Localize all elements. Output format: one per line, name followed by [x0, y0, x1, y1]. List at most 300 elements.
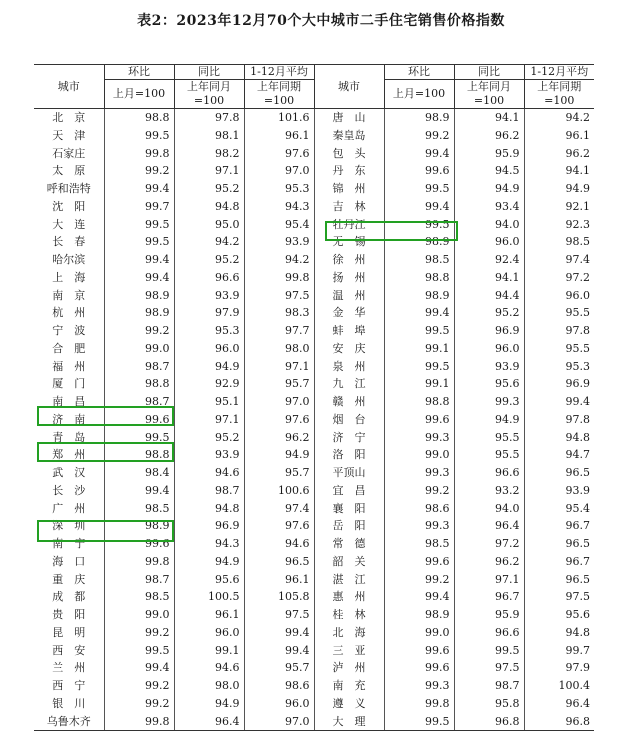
left-city-cell: 石家庄: [34, 145, 104, 163]
right-yoy-cell: 94.9: [454, 411, 524, 429]
right-avg-cell: 96.5: [565, 572, 590, 586]
table-row: [34, 411, 594, 429]
left-mom-cell: 99.6: [104, 535, 174, 553]
left-avg-cell: 95.7: [244, 464, 314, 482]
left-mom-cell: 99.6: [104, 411, 174, 429]
table-row: [34, 287, 594, 305]
left-avg-cell: 99.4: [244, 624, 314, 642]
left-city-cell: 兰 州: [34, 659, 104, 677]
right-avg-cell: 96.5: [565, 466, 590, 479]
right-avg-cell: 96.5: [565, 537, 590, 550]
right-city-cell: 安 庆: [314, 340, 384, 358]
left-mom-cell: 98.4: [104, 464, 174, 482]
right-mom-cell: 98.9: [384, 233, 454, 251]
left-mom-cell: 99.2: [104, 695, 174, 713]
right-mom-cell: 99.8: [384, 695, 454, 713]
right-yoy-cell: 95.5: [454, 429, 524, 447]
right-avg-cell: 92.3: [565, 217, 590, 231]
right-mom-cell: 99.3: [384, 677, 454, 695]
table-row: [34, 322, 594, 340]
right-city-cell: 赣 州: [314, 393, 384, 411]
table-row: [34, 375, 594, 393]
table-row: [34, 535, 594, 553]
left-yoy-cell: 96.0: [174, 624, 244, 642]
right-mom-cell: 99.3: [384, 517, 454, 535]
right-avg-cell: 95.5: [565, 306, 590, 320]
left-avg-cell: 99.4: [244, 642, 314, 660]
table-row: [34, 162, 594, 180]
table-row: [34, 588, 594, 606]
left-city-cell: 杭 州: [34, 304, 104, 322]
yoy-header-left: 同比: [174, 65, 244, 80]
table-row: [34, 482, 594, 500]
left-yoy-cell: 96.0: [174, 340, 244, 358]
right-city-cell: 包 头: [314, 145, 384, 163]
left-city-cell: 太 原: [34, 162, 104, 180]
left-yoy-cell: 94.6: [174, 464, 244, 482]
yoy-subheader-left: 上年同月=100: [174, 80, 244, 109]
right-yoy-cell: 94.1: [454, 269, 524, 287]
left-yoy-cell: 96.6: [174, 269, 244, 287]
yoy-subheader-right: 上年同月=100: [454, 80, 524, 109]
left-mom-cell: 98.9: [104, 304, 174, 322]
right-city-cell: 韶 关: [314, 553, 384, 571]
left-city-cell: 成 都: [34, 588, 104, 606]
table-row: [34, 553, 594, 571]
right-mom-cell: 99.2: [384, 127, 454, 145]
left-city-cell: 厦 门: [34, 375, 104, 393]
right-avg-cell: 93.9: [565, 483, 590, 497]
table-row: [34, 624, 594, 642]
avg-header-right: 1-12月平均: [524, 65, 594, 80]
right-mom-cell: 99.3: [384, 429, 454, 447]
table-row: [34, 642, 594, 660]
right-yoy-cell: 95.9: [454, 606, 524, 624]
left-city-cell: 郑 州: [34, 446, 104, 464]
right-mom-cell: 99.1: [384, 340, 454, 358]
right-yoy-cell: 95.8: [454, 695, 524, 713]
table-row: [34, 429, 594, 447]
right-city-cell: 扬 州: [314, 269, 384, 287]
table-row: [34, 340, 594, 358]
right-avg-cell: 94.1: [565, 164, 590, 178]
left-yoy-cell: 100.5: [174, 588, 244, 606]
left-avg-cell: 98.6: [244, 677, 314, 695]
right-avg-cell: 94.7: [565, 448, 590, 462]
left-yoy-cell: 97.1: [174, 162, 244, 180]
right-city-cell: 无 锡: [314, 233, 384, 251]
left-yoy-cell: 98.7: [174, 482, 244, 500]
right-yoy-cell: 95.5: [454, 446, 524, 464]
left-yoy-cell: 93.9: [174, 446, 244, 464]
left-city-cell: 沈 阳: [34, 198, 104, 216]
left-mom-cell: 98.7: [104, 358, 174, 376]
right-yoy-cell: 94.9: [454, 180, 524, 198]
left-avg-cell: 97.4: [244, 500, 314, 518]
left-mom-cell: 99.4: [104, 482, 174, 500]
left-avg-cell: 95.7: [244, 375, 314, 393]
right-mom-cell: 98.8: [384, 393, 454, 411]
right-city-cell: 常 德: [314, 535, 384, 553]
left-avg-cell: 105.8: [244, 588, 314, 606]
left-mom-cell: 99.5: [104, 127, 174, 145]
left-city-cell: 昆 明: [34, 624, 104, 642]
left-city-cell: 南 昌: [34, 393, 104, 411]
left-avg-cell: 97.0: [244, 393, 314, 411]
table-row: [34, 606, 594, 624]
left-yoy-cell: 94.9: [174, 695, 244, 713]
left-avg-cell: 95.4: [244, 216, 314, 234]
right-yoy-cell: 99.3: [454, 393, 524, 411]
right-yoy-cell: 97.2: [454, 535, 524, 553]
right-mom-cell: 99.6: [384, 642, 454, 660]
right-mom-cell: 99.6: [384, 162, 454, 180]
left-mom-cell: 98.8: [104, 446, 174, 464]
right-mom-cell: 98.9: [384, 606, 454, 624]
left-mom-cell: 99.8: [104, 713, 174, 731]
left-city-cell: 南 京: [34, 287, 104, 305]
right-yoy-cell: 96.6: [454, 464, 524, 482]
right-city-cell: 锦 州: [314, 180, 384, 198]
left-city-cell: 长 春: [34, 233, 104, 251]
left-avg-cell: 96.5: [244, 553, 314, 571]
left-avg-cell: 94.3: [244, 198, 314, 216]
right-mom-cell: 98.9: [384, 109, 454, 127]
left-mom-cell: 99.8: [104, 553, 174, 571]
right-mom-cell: 98.8: [384, 269, 454, 287]
left-city-cell: 贵 阳: [34, 606, 104, 624]
right-avg-cell: 97.9: [565, 661, 590, 675]
left-avg-cell: 97.6: [244, 517, 314, 535]
left-avg-cell: 95.7: [244, 659, 314, 677]
left-avg-cell: 94.9: [244, 446, 314, 464]
left-city-cell: 西 宁: [34, 677, 104, 695]
left-avg-cell: 96.2: [244, 429, 314, 447]
avg-subheader-right: 上年同期=100: [524, 80, 594, 109]
right-yoy-cell: 94.5: [454, 162, 524, 180]
right-avg-cell: 97.8: [565, 324, 590, 337]
left-yoy-cell: 94.6: [174, 659, 244, 677]
left-mom-cell: 99.4: [104, 269, 174, 287]
left-avg-cell: 97.7: [244, 322, 314, 340]
table-row: [34, 446, 594, 464]
right-mom-cell: 99.4: [384, 304, 454, 322]
left-mom-cell: 99.4: [104, 180, 174, 198]
left-mom-cell: 98.7: [104, 393, 174, 411]
right-yoy-cell: 99.5: [454, 642, 524, 660]
left-mom-cell: 99.8: [104, 145, 174, 163]
right-yoy-cell: 98.7: [454, 677, 524, 695]
right-avg-cell: 97.8: [565, 412, 590, 426]
table-row: [34, 145, 594, 163]
right-mom-cell: 99.6: [384, 553, 454, 571]
left-city-cell: 重 庆: [34, 571, 104, 589]
left-mom-cell: 98.5: [104, 588, 174, 606]
left-mom-cell: 98.5: [104, 500, 174, 518]
mom-header-left: 环比: [104, 65, 174, 80]
left-avg-cell: 97.0: [244, 713, 314, 731]
left-yoy-cell: 95.2: [174, 180, 244, 198]
left-mom-cell: 99.5: [104, 216, 174, 234]
right-city-cell: 南 充: [314, 677, 384, 695]
left-city-cell: 合 肥: [34, 340, 104, 358]
left-yoy-cell: 97.9: [174, 304, 244, 322]
right-yoy-cell: 95.2: [454, 304, 524, 322]
right-avg-cell: 96.4: [565, 696, 590, 710]
right-yoy-cell: 96.4: [454, 517, 524, 535]
right-avg-cell: 95.5: [565, 341, 590, 355]
right-yoy-cell: 96.7: [454, 588, 524, 606]
left-avg-cell: 97.1: [244, 358, 314, 376]
right-mom-cell: 99.4: [384, 145, 454, 163]
right-avg-cell: 96.0: [565, 288, 590, 302]
mom-subheader-left: 上月=100: [104, 80, 174, 109]
right-mom-cell: 98.5: [384, 535, 454, 553]
table-row: [34, 109, 594, 127]
left-avg-cell: 97.0: [244, 162, 314, 180]
right-avg-cell: 96.8: [524, 713, 594, 731]
table-row: [34, 304, 594, 322]
right-avg-cell: 99.4: [565, 395, 590, 408]
right-avg-cell: 97.5: [565, 590, 590, 604]
right-mom-cell: 98.6: [384, 500, 454, 518]
table-row: [34, 216, 594, 234]
right-mom-cell: 99.2: [384, 482, 454, 500]
left-mom-cell: 99.0: [104, 606, 174, 624]
left-yoy-cell: 94.3: [174, 535, 244, 553]
left-mom-cell: 98.9: [104, 287, 174, 305]
left-yoy-cell: 98.2: [174, 145, 244, 163]
right-mom-cell: 99.5: [384, 322, 454, 340]
left-avg-cell: 93.9: [244, 233, 314, 251]
left-mom-cell: 99.0: [104, 340, 174, 358]
right-mom-cell: 99.5: [384, 180, 454, 198]
right-avg-cell: 92.1: [565, 199, 590, 213]
table-row: [34, 571, 594, 589]
right-yoy-cell: 93.9: [454, 358, 524, 376]
right-avg-cell: 98.5: [565, 235, 590, 249]
table-row: [34, 127, 594, 145]
left-city-cell: 南 宁: [34, 535, 104, 553]
right-city-cell: 三 亚: [314, 642, 384, 660]
right-mom-cell: 99.6: [384, 411, 454, 429]
left-city-cell: 北 京: [34, 109, 104, 127]
right-avg-cell: 95.6: [565, 608, 590, 621]
table-row: [34, 198, 594, 216]
right-city-cell: 湛 江: [314, 571, 384, 589]
right-mom-cell: 99.2: [384, 571, 454, 589]
left-yoy-cell: 98.1: [174, 127, 244, 145]
left-yoy-cell: 96.1: [174, 606, 244, 624]
left-mom-cell: 98.8: [104, 109, 174, 127]
left-yoy-cell: 95.0: [174, 216, 244, 234]
right-mom-cell: 99.0: [384, 624, 454, 642]
left-avg-cell: 94.2: [244, 251, 314, 269]
left-yoy-cell: 94.9: [174, 358, 244, 376]
left-avg-cell: 94.6: [244, 535, 314, 553]
right-mom-cell: 98.9: [384, 287, 454, 305]
right-mom-cell: 99.1: [384, 375, 454, 393]
left-avg-cell: 101.6: [244, 109, 314, 127]
left-yoy-cell: 95.1: [174, 393, 244, 411]
left-avg-cell: 98.0: [244, 340, 314, 358]
city-header-right: 城市: [314, 65, 384, 109]
right-city-cell: 金 华: [314, 304, 384, 322]
right-city-cell: 岳 阳: [314, 517, 384, 535]
left-city-cell: 大 连: [34, 216, 104, 234]
right-city-cell: 遵 义: [314, 695, 384, 713]
left-city-cell: 上 海: [34, 269, 104, 287]
left-avg-cell: 95.3: [244, 180, 314, 198]
right-mom-cell: 99.4: [384, 588, 454, 606]
left-avg-cell: 96.0: [244, 695, 314, 713]
right-mom-cell: 99.0: [384, 446, 454, 464]
left-avg-cell: 97.5: [244, 287, 314, 305]
right-city-cell: 九 江: [314, 375, 384, 393]
left-yoy-cell: 96.9: [174, 517, 244, 535]
right-mom-cell: 99.4: [384, 198, 454, 216]
left-avg-cell: 96.1: [244, 127, 314, 145]
left-yoy-cell: 92.9: [174, 375, 244, 393]
left-mom-cell: 99.5: [104, 642, 174, 660]
left-mom-cell: 99.4: [104, 659, 174, 677]
right-avg-cell: 94.9: [565, 182, 590, 195]
right-city-cell: 洛 阳: [314, 446, 384, 464]
right-city-cell: 秦皇岛: [314, 127, 384, 145]
table-row: [34, 393, 594, 411]
left-yoy-cell: 93.9: [174, 287, 244, 305]
right-city-cell: 丹 东: [314, 162, 384, 180]
left-avg-cell: 97.6: [244, 145, 314, 163]
table-row: [34, 695, 594, 713]
right-avg-cell: 96.1: [565, 128, 590, 142]
left-city-cell: 西 安: [34, 642, 104, 660]
left-yoy-cell: 94.8: [174, 500, 244, 518]
right-yoy-cell: 97.1: [454, 571, 524, 589]
right-city-cell: 北 海: [314, 624, 384, 642]
left-yoy-cell: 97.8: [174, 109, 244, 127]
right-avg-cell: 99.7: [565, 643, 590, 657]
right-avg-cell: 96.7: [565, 554, 590, 568]
right-yoy-cell: 94.4: [454, 287, 524, 305]
table-row: [34, 180, 594, 198]
table-row: [34, 659, 594, 677]
left-yoy-cell: 94.8: [174, 198, 244, 216]
right-city-cell: 桂 林: [314, 606, 384, 624]
right-avg-cell: 97.4: [565, 253, 590, 266]
right-yoy-cell: 93.4: [454, 198, 524, 216]
avg-subheader-left: 上年同期=100: [244, 80, 314, 109]
table-row: [34, 269, 594, 287]
left-yoy-cell: 95.2: [174, 429, 244, 447]
left-yoy-cell: 94.2: [174, 233, 244, 251]
left-mom-cell: 99.2: [104, 677, 174, 695]
left-city-cell: 宁 波: [34, 322, 104, 340]
left-city-cell: 天 津: [34, 127, 104, 145]
city-header-left: 城市: [34, 65, 104, 109]
right-yoy-cell: 96.2: [454, 127, 524, 145]
left-city-cell: 银 川: [34, 695, 104, 713]
mom-subheader-right: 上月=100: [384, 80, 454, 109]
right-mom-cell: 99.5: [384, 358, 454, 376]
right-yoy-cell: 96.0: [454, 340, 524, 358]
left-city-cell: 乌鲁木齐: [34, 713, 104, 731]
left-mom-cell: 99.2: [104, 624, 174, 642]
right-yoy-cell: 94.1: [454, 109, 524, 127]
left-avg-cell: 97.5: [244, 606, 314, 624]
right-city-cell: 唐 山: [314, 109, 384, 127]
table-row: [34, 677, 594, 695]
left-yoy-cell: 96.4: [174, 713, 244, 731]
right-city-cell: 温 州: [314, 287, 384, 305]
left-mom-cell: 99.5: [104, 233, 174, 251]
right-avg-cell: 95.3: [565, 359, 590, 373]
right-city-cell: 惠 州: [314, 588, 384, 606]
right-city-cell: 襄 阳: [314, 500, 384, 518]
right-yoy-cell: 96.9: [454, 322, 524, 340]
right-yoy-cell: 97.5: [454, 659, 524, 677]
table-row: [34, 500, 594, 518]
left-city-cell: 福 州: [34, 358, 104, 376]
left-avg-cell: 98.3: [244, 304, 314, 322]
left-mom-cell: 99.4: [104, 251, 174, 269]
right-avg-cell: 94.8: [565, 625, 590, 639]
mom-header-right: 环比: [384, 65, 454, 80]
left-yoy-cell: 95.6: [174, 571, 244, 589]
right-avg-cell: 94.8: [565, 430, 590, 444]
right-mom-cell: 99.5: [384, 216, 454, 234]
left-avg-cell: 100.6: [244, 482, 314, 500]
right-yoy-cell: 96.6: [454, 624, 524, 642]
table-body: [34, 109, 594, 731]
table-row: [34, 233, 594, 251]
right-yoy-cell: 96.2: [454, 553, 524, 571]
left-mom-cell: 98.9: [104, 517, 174, 535]
right-mom-cell: 98.5: [384, 251, 454, 269]
right-yoy-cell: 96.0: [454, 233, 524, 251]
left-mom-cell: 98.8: [104, 375, 174, 393]
left-city-cell: 济 南: [34, 411, 104, 429]
right-yoy-cell: 94.0: [454, 500, 524, 518]
right-city-cell: 大 理: [314, 713, 384, 731]
left-mom-cell: 99.7: [104, 198, 174, 216]
table-row: [34, 251, 594, 269]
right-avg-cell: 95.4: [565, 501, 590, 515]
right-avg-cell: 100.4: [558, 679, 590, 692]
header-row: [34, 65, 594, 80]
right-mom-cell: 99.5: [384, 713, 454, 731]
left-city-cell: 深 圳: [34, 517, 104, 535]
price-index-table: [34, 64, 594, 731]
right-city-cell: 徐 州: [314, 251, 384, 269]
table-row: [34, 464, 594, 482]
right-city-cell: 蚌 埠: [314, 322, 384, 340]
right-avg-cell: 96.2: [565, 146, 590, 160]
right-avg-cell: 96.9: [565, 377, 590, 391]
right-mom-cell: 99.6: [384, 659, 454, 677]
right-city-cell: 平顶山: [314, 464, 384, 482]
right-city-cell: 泸 州: [314, 659, 384, 677]
left-mom-cell: 99.2: [104, 322, 174, 340]
left-city-cell: 青 岛: [34, 429, 104, 447]
right-yoy-cell: 93.2: [454, 482, 524, 500]
table-row: [34, 713, 594, 731]
right-city-cell: 吉 林: [314, 198, 384, 216]
left-mom-cell: 98.7: [104, 571, 174, 589]
right-avg-cell: 96.7: [565, 519, 590, 533]
left-yoy-cell: 94.9: [174, 553, 244, 571]
table-row: [34, 517, 594, 535]
